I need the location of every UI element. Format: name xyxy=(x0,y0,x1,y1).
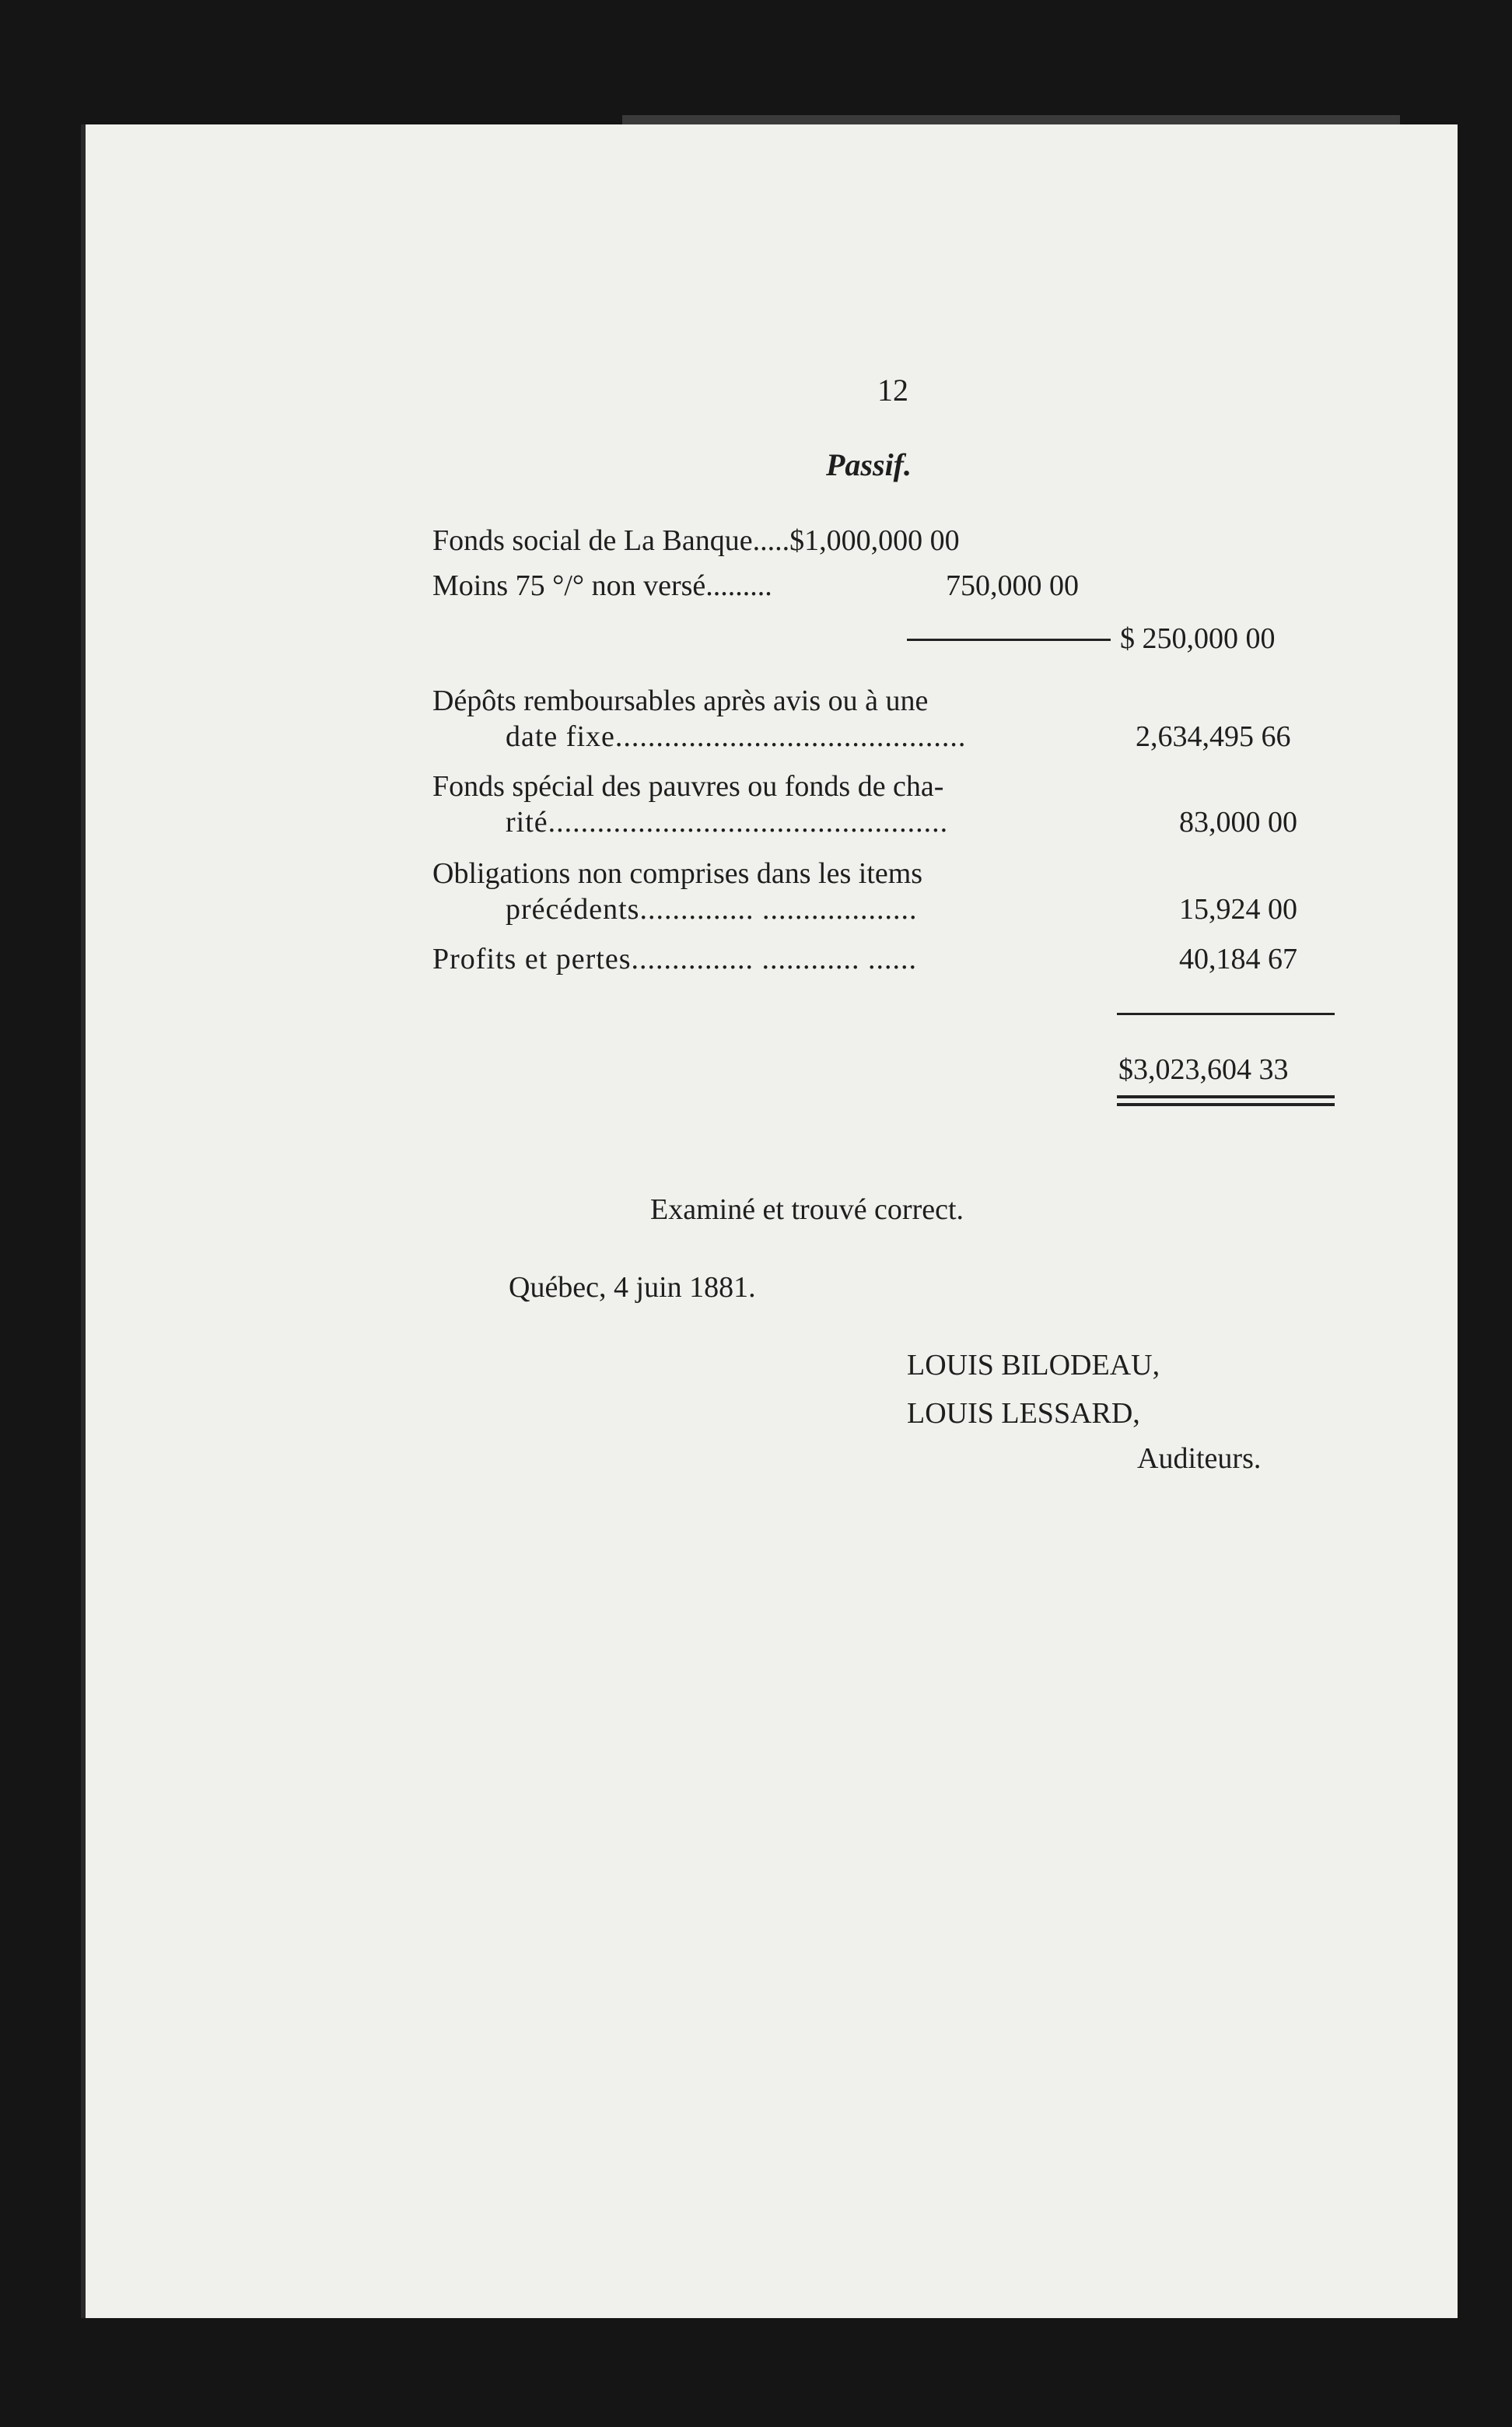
auditor-1: LOUIS BILODEAU, xyxy=(907,1349,1160,1382)
auditors-role: Auditeurs. xyxy=(1137,1442,1262,1475)
date-place: Québec, 4 juin 1881. xyxy=(509,1271,756,1304)
section-title: Passif. xyxy=(826,447,912,482)
obligations-line-2: précédents.............. ................... xyxy=(506,893,918,926)
page-number: 12 xyxy=(877,373,908,408)
total-double-rule-2 xyxy=(1117,1103,1335,1106)
fonds-social-line: Fonds social de La Banque.....$1,000,000 00 xyxy=(432,524,960,557)
fonds-special-line-1: Fonds spécial des pauvres ou fonds de cha- xyxy=(432,770,944,803)
obligations-line-1: Obligations non comprises dans les items xyxy=(432,857,923,890)
obligations-amount: 15,924 00 xyxy=(1179,893,1297,926)
fonds-special-line-2: rité................................................. xyxy=(506,806,949,839)
total-amount: $3,023,604 33 xyxy=(1118,1053,1289,1086)
total-rule xyxy=(1117,1013,1335,1015)
depots-amount: 2,634,495 66 xyxy=(1136,720,1291,753)
subtotal-rule xyxy=(907,639,1111,641)
profits-amount: 40,184 67 xyxy=(1179,943,1297,975)
examined-statement: Examiné et trouvé correct. xyxy=(650,1193,964,1226)
auditor-2: LOUIS LESSARD, xyxy=(907,1397,1140,1430)
moins-line: Moins 75 °/° non versé......... xyxy=(432,569,772,602)
depots-line-2: date fixe........................................... xyxy=(506,720,967,753)
fonds-special-amount: 83,000 00 xyxy=(1179,806,1297,839)
depots-line-1: Dépôts remboursables après avis ou à une xyxy=(432,685,929,717)
moins-amount: 750,000 00 xyxy=(946,569,1079,602)
total-double-rule-1 xyxy=(1117,1095,1335,1098)
profits-line: Profits et pertes............... ............ ...... xyxy=(432,943,918,975)
subtotal-amount: $ 250,000 00 xyxy=(1120,622,1276,655)
